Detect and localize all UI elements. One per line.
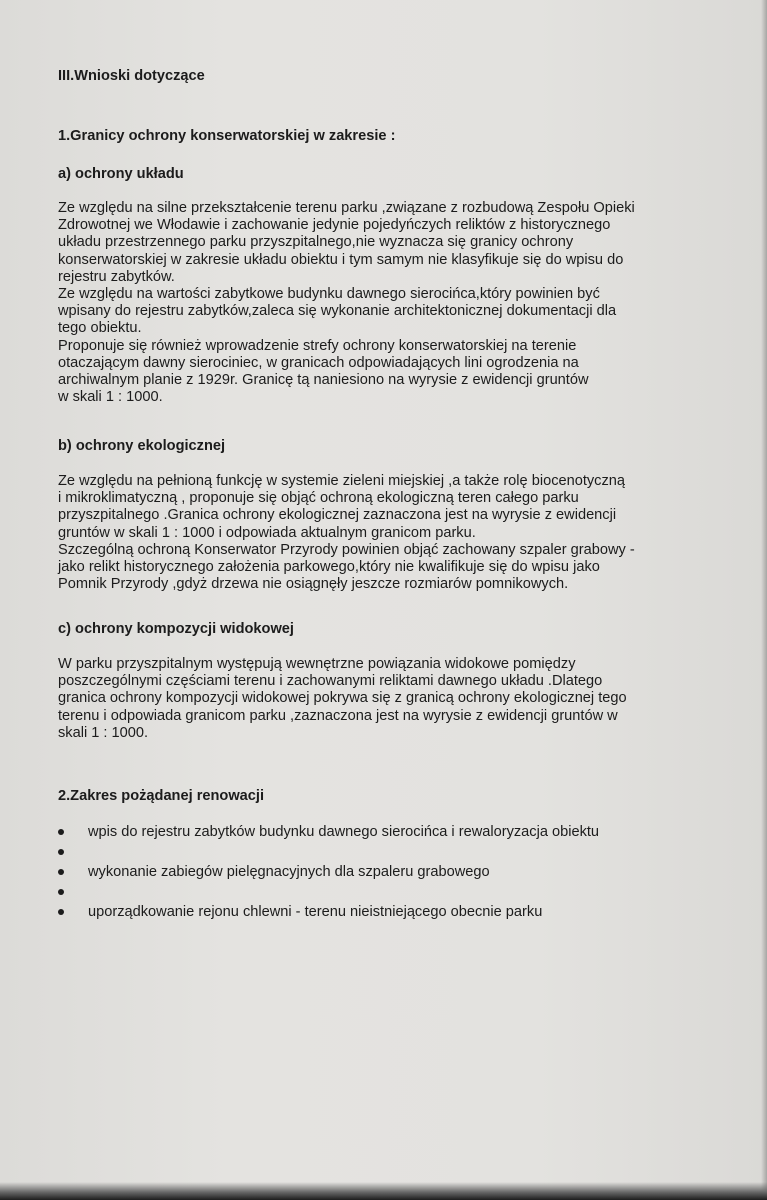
subsection-a-text: Ze względu na silne przekształcenie terenu parku ,związane z rozbudową Zespołu Opieki Zdrowotnej we Włodawie i zachowanie jedynie pojedyńczych reliktów z historycznego układu przestrzennego parku przyszpitalnego,nie wyznacza się granicy ochrony konserwatorskiej w zakresie układu obiektu i tym samym nie klasyfikuje się do wpisu do rejestru zabytków. Ze względu na wartości zabytkowe budynku dawnego sierocińca,który powinien być wpisany do rejestru zabytków,zaleca się wykonanie architektonicznej dokumentacji dla tego obiektu. Proponuje się również wprowadzenie strefy ochrony konserwatorskiej na terenie otaczającym dawny sierociniec, w granicach odpowiadających lini ogrodzenia na archiwalnym planie z 1929r. Granicę tą naniesiono na wyrysie z ewidencji gruntów w skali 1 : 1000. <box>58 200 635 406</box>
bullet-icon <box>58 889 64 895</box>
scan-edge-bottom <box>0 1182 767 1200</box>
list-item: wpis do rejestru zabytków budynku dawnego sierocińca i rewaloryzacja obiektu <box>58 824 698 842</box>
bullet-icon <box>58 869 64 875</box>
subsection-c-title: c) ochrony kompozycji widokowej <box>58 621 294 637</box>
main-heading: III.Wnioski dotyczące <box>58 68 205 84</box>
list-item: uporządkowanie rejonu chlewni - terenu nieistniejącego obecnie parku <box>58 904 698 922</box>
bullet-icon <box>58 829 64 835</box>
bullet-icon <box>58 849 64 855</box>
scan-edge-right <box>761 0 767 1200</box>
section-2-title: 2.Zakres pożądanej renowacji <box>58 788 265 804</box>
list-item: wykonanie zabiegów pielęgnacyjnych dla szpaleru grabowego <box>58 864 698 882</box>
bullet-icon <box>58 909 64 915</box>
subsection-c-text: W parku przyszpitalnym występują wewnętrzne powiązania widokowe pomiędzy poszczególnymi częściami terenu i zachowanymi reliktami dawnego układu .Dlatego granica ochrony kompozycji widokowej pokrywa się z granicą ochrony ekologicznej tego terenu i odpowiada granicom parku ,zaznaczona jest na wyrysie z ewidencji gruntów w skali 1 : 1000. <box>58 656 627 741</box>
list-item <box>58 844 698 862</box>
section-1-title: 1.Granicy ochrony konserwatorskiej w zakresie : <box>58 128 396 144</box>
list-item <box>58 884 698 902</box>
subsection-a-title: a) ochrony układu <box>58 166 184 182</box>
subsection-b-title: b) ochrony ekologicznej <box>58 438 226 454</box>
subsection-b-text: Ze względu na pełnioną funkcję w systemie zieleni miejskiej ,a także rolę biocenotyczną i mikroklimatyczną , proponuje się objąć ochroną ekologiczną teren całego parku przyszpitalnego .Granica ochrony ekologicznej zaznaczona jest na wyrysie z ewidencji gruntów w skali 1 : 1000 i odpowiada aktualnym granicom parku. Szczególną ochroną Konserwator Przyrody powinien objąć zachowany szpaler grabowy - jako relikt historycznego założenia parkowego,który nie kwalifikuje się do wpisu jako Pomnik Przyrody ,gdyż drzewa nie osiągnęły jeszcze rozmiarów pomnikowych. <box>58 473 635 593</box>
